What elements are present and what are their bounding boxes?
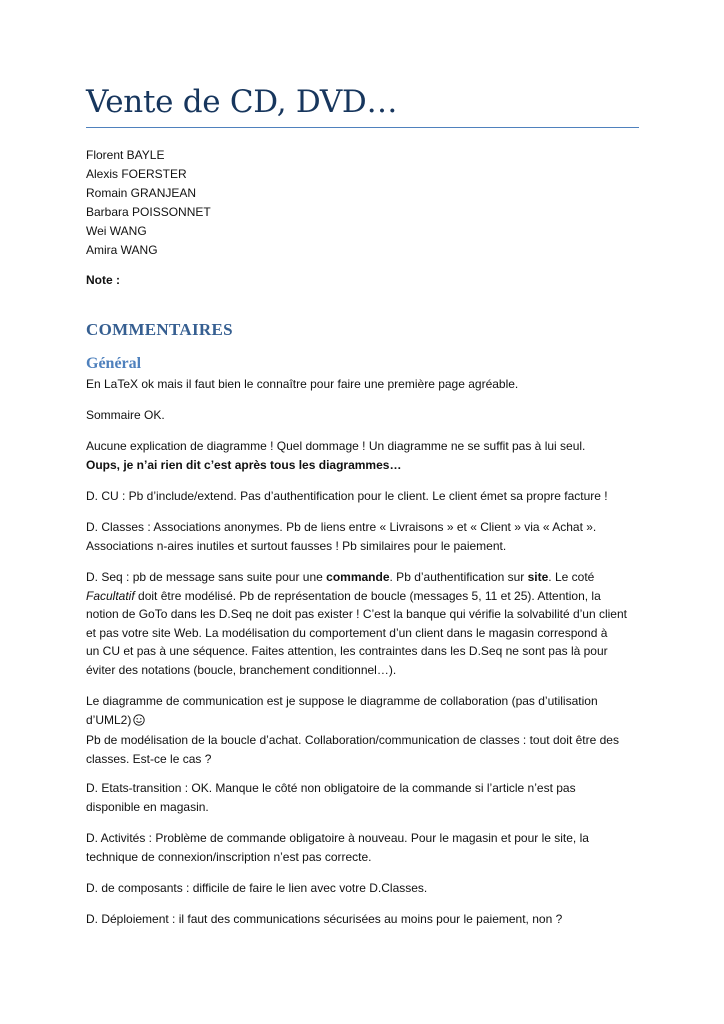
comment-state-transition xyxy=(86,779,639,816)
document-title: Vente de CD, DVD… xyxy=(86,84,398,120)
comment-components xyxy=(86,879,639,898)
author-list xyxy=(86,146,211,259)
comment-deployment xyxy=(86,910,639,929)
smiley-face-icon xyxy=(133,713,145,732)
author-name: Barbara POISSONNET xyxy=(86,204,211,219)
comment-line: un CU et pas à une séquence. Faites attention, les contraintes dans les D.Seq ne sont pas là pour xyxy=(86,644,608,659)
comment-line: classes. Est-ce le cas ? xyxy=(86,751,212,766)
comment-line: D. Déploiement : il faut des communications sécurisées au moins pour le paiement, non ? xyxy=(86,912,563,926)
comment-classes xyxy=(86,518,639,555)
comments-heading: COMMENTAIRES xyxy=(86,320,233,339)
comment-latex xyxy=(86,375,639,394)
comment-line: D. CU : Pb d’include/extend. Pas d’authentification pour le client. Le client émet sa propre facture ! xyxy=(86,489,608,503)
comment-text: D. Seq : pb de message sans suite pour une xyxy=(86,570,327,584)
title-underline xyxy=(86,127,639,128)
comment-text: . Pb d’authentification sur xyxy=(389,570,528,584)
comment-line: D. Classes : Associations anonymes. Pb de liens entre « Livraisons » et « Client » via « Achat ». xyxy=(86,520,597,534)
comment-sequence xyxy=(86,568,639,680)
comment-line: D. de composants : difficile de faire le lien avec votre D.Classes. xyxy=(86,881,428,895)
general-subheading: Général xyxy=(86,355,142,372)
comment-text: . Le coté xyxy=(548,570,595,584)
comment-text: d’UML2) xyxy=(86,712,132,727)
comment-summary xyxy=(86,406,639,425)
comment-line: technique de connexion/inscription n’est pas correcte. xyxy=(86,849,372,864)
comment-diagram-explanation xyxy=(86,437,639,474)
comment-communication xyxy=(86,692,639,768)
comment-use-case xyxy=(86,487,639,506)
comment-line: Aucune explication de diagramme ! Quel dommage ! Un diagramme ne se suffit pas à lui seul. xyxy=(86,439,586,453)
author-name: Romain GRANJEAN xyxy=(86,185,197,200)
author-name: Alexis FOERSTER xyxy=(86,166,187,181)
comment-line: notion de GoTo dans les D.Seq ne doit pas exister ! C’est la banque qui vérifie la solvabilité d’un client xyxy=(86,607,627,622)
comment-bold-word: site xyxy=(527,570,549,584)
comment-line: D. Activités : Problème de commande obligatoire à nouveau. Pour le magasin et pour le site, la xyxy=(86,831,589,845)
comment-text: doit être modélisé. Pb de représentation de boucle (messages 5, 11 et 25). Attention, la xyxy=(134,588,601,603)
comment-line: Associations n-aires inutiles et surtout fausses ! Pb similaires pour le paiement. xyxy=(86,538,507,553)
grade-note-label: Note : xyxy=(86,273,120,287)
comment-line: En LaTeX ok mais il faut bien le connaître pour faire une première page agréable. xyxy=(86,377,519,391)
comment-line: disponible en magasin. xyxy=(86,799,209,814)
author-name: Florent BAYLE xyxy=(86,148,165,162)
comment-bold-line: Oups, je n’ai rien dit c’est après tous les diagrammes… xyxy=(86,457,402,472)
comment-line: Le diagramme de communication est je suppose le diagramme de collaboration (pas d’utilisation xyxy=(86,694,598,708)
comment-line: D. Etats-transition : OK. Manque le côté non obligatoire de la commande si l’article n’est pas xyxy=(86,781,576,795)
comment-line: Sommaire OK. xyxy=(86,408,165,422)
comment-line: et pas votre site Web. La modélisation du comportement d’un client dans le magasin correspond à xyxy=(86,625,608,640)
author-name: Amira WANG xyxy=(86,242,158,257)
comment-line: Pb de modélisation de la boucle d’achat. Collaboration/communication de classes : tout doit être des xyxy=(86,733,619,748)
comment-bold-word: commande xyxy=(326,570,390,584)
comment-italic-word: Facultatif xyxy=(86,588,135,603)
author-name: Wei WANG xyxy=(86,223,147,238)
comment-activities xyxy=(86,829,639,866)
comment-line: éviter des notations (boucle, branchement conditionnel…). xyxy=(86,662,397,677)
